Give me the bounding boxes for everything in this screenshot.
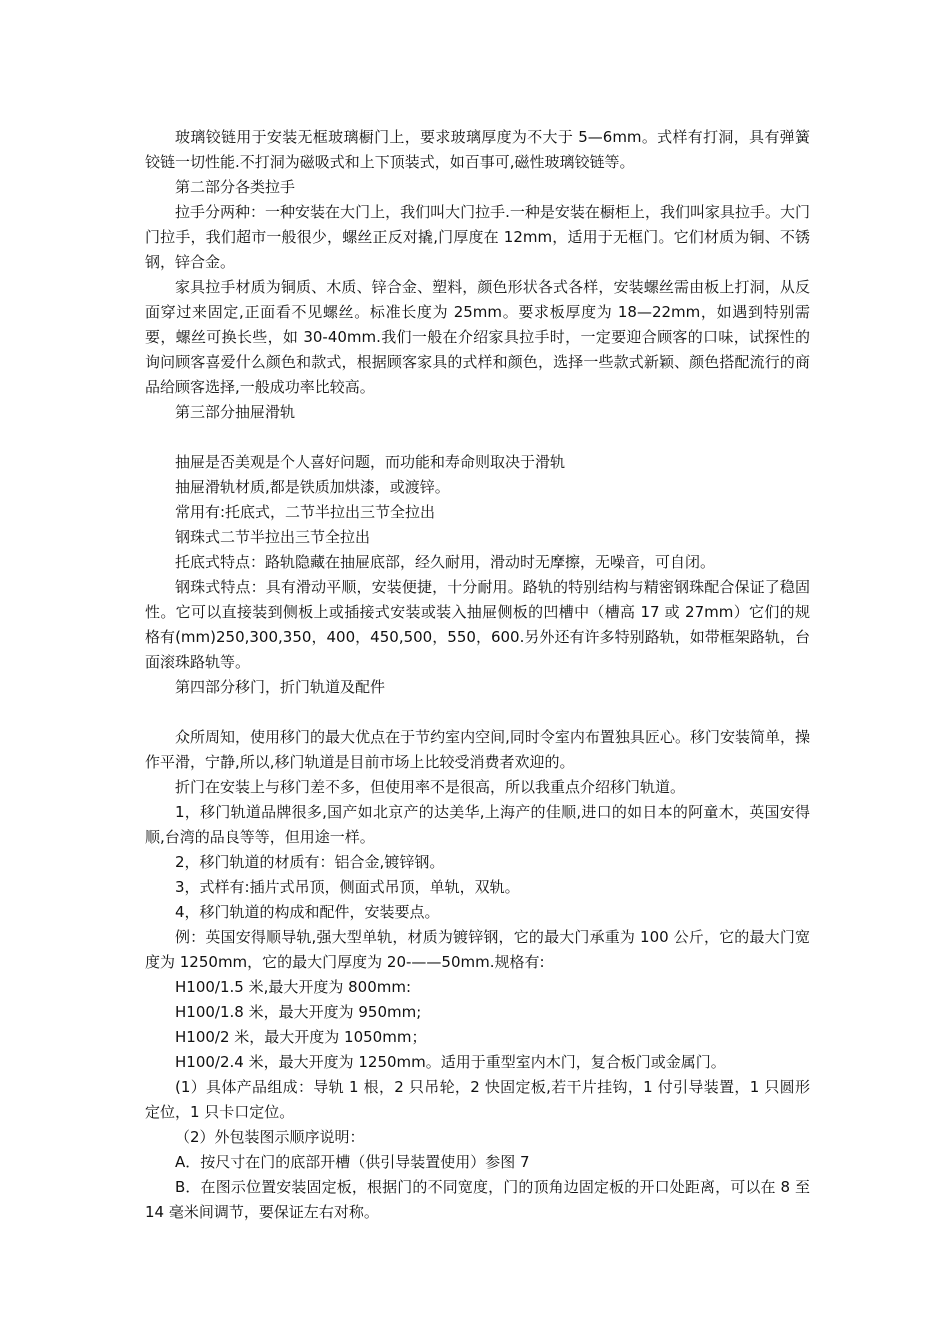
paragraph-bottom-mount-features: 托底式特点：路轨隐藏在抽屉底部，经久耐用，滑动时无摩擦，无噪音，可自闭。	[175, 553, 716, 571]
paragraph-drawer-intro: 抽屉是否美观是个人喜好问题，而功能和寿命则取决于滑轨	[175, 453, 566, 471]
paragraph-example: 例：英国安得顺导轨,强大型单轨，材质为镀锌钢，它的最大门承重为 100 公斤，它的最大门宽度为 1250mm，它的最大门厚度为 20-——50mm.规格有:	[145, 928, 810, 971]
list-item-brands: 1，移门轨道品牌很多,国产如北京产的达美华,上海产的佳顺,进口的如日本的阿童木，英国安得顺,台湾的品良等等，但用途一样。	[145, 803, 810, 846]
spec-line: H100/2 米，最大开度为 1050mm；	[175, 1028, 427, 1046]
paragraph-common-types: 常用有:托底式，二节半拉出三节全拉出	[175, 503, 436, 521]
spec-line: H100/1.8 米，最大开度为 950mm;	[175, 1003, 422, 1021]
step-b: B．在图示位置安装固定板，根据门的不同宽度，门的顶角边固定板的开口处距离，可以在 8 至 14 毫米间调节，要保证左右对称。	[145, 1178, 810, 1221]
blank-line	[145, 425, 810, 450]
paragraph-folding-door: 折门在安装上与移门差不多，但使用率不是很高，所以我重点介绍移门轨道。	[175, 778, 686, 796]
section-heading-handles: 第二部分各类拉手	[175, 178, 296, 196]
list-item-components: 4，移门轨道的构成和配件，安装要点。	[175, 903, 440, 921]
paragraph-glass-hinge: 玻璃铰链用于安装无框玻璃橱门上，要求玻璃厚度为不大于 5—6mm。式样有打洞，具有弹簧铰链一切性能.不打洞为磁吸式和上下顶装式，如百事可,磁性玻璃铰链等。	[145, 128, 810, 171]
section-heading-drawer-slides: 第三部分抽屉滑轨	[175, 403, 296, 421]
step-a: A．按尺寸在门的底部开槽（供引导装置使用）参图 7	[175, 1153, 530, 1171]
list-item-styles: 3，式样有:插片式吊顶，侧面式吊顶，单轨，双轨。	[175, 878, 520, 896]
spec-line: H100/2.4 米，最大开度为 1250mm。适用于重型室内木门，复合板门或金属门。	[175, 1053, 726, 1071]
section-heading-sliding-doors: 第四部分移门，折门轨道及配件	[175, 678, 386, 696]
paragraph-sliding-door-intro: 众所周知，使用移门的最大优点在于节约室内空间,同时令室内布置独具匠心。移门安装简单，操作平滑，宁静,所以,移门轨道是目前市场上比较受消费者欢迎的。	[145, 728, 810, 771]
spec-line: H100/1.5 米,最大开度为 800mm:	[175, 978, 412, 996]
paragraph-furniture-handles: 家具拉手材质为铜质、木质、锌合金、塑料，颜色形状各式各样，安装螺丝需由板上打洞，从反面穿过来固定,正面看不见螺丝。标准长度为 25mm。要求板厚度为 18—22mm，如遇到特别需要，螺丝可换长些，如 30-40mm.我们一般在介绍家具拉手时，一定要迎合顾客的口味，试探性的询问顾客喜爱什么颜色和款式，根据顾客家具的式样和颜色，选择一些款式新颖、颜色搭配流行的商品给顾客选择,一般成功率比较高。	[145, 278, 810, 396]
paragraph-product-composition: (1）具体产品组成：导轨 1 根，2 只吊轮，2 快固定板,若干片挂钩，1 付引导装置，1 只圆形定位，1 只卡口定位。	[145, 1078, 810, 1121]
paragraph-handle-types: 拉手分两种：一种安装在大门上，我们叫大门拉手.一种是安装在橱柜上，我们叫家具拉手。大门门拉手，我们超市一般很少，螺丝正反对撬,门厚度在 12mm，适用于无框门。它们材质为铜、不锈钢，锌合金。	[145, 203, 810, 271]
paragraph-packaging-heading: （2）外包装图示顺序说明：	[175, 1128, 365, 1146]
paragraph-ball-bearing-types: 钢珠式二节半拉出三节全拉出	[175, 528, 371, 546]
document-body	[145, 125, 810, 1225]
paragraph-ball-bearing-features: 钢珠式特点：具有滑动平顺，安装便捷，十分耐用。路轨的特别结构与精密钢珠配合保证了稳固性。它可以直接装到侧板上或插接式安装或装入抽屉侧板的凹槽中（槽高 17 或 27mm）它们的规格有(mm)250,300,350，400，450,500，550，600.另外还有许多特别路轨，如带框架路轨，台面滚珠路轨等。	[145, 578, 810, 671]
list-item-materials: 2，移门轨道的材质有：铝合金,镀锌钢。	[175, 853, 445, 871]
paragraph-drawer-material: 抽屉滑轨材质,都是铁质加烘漆，或渡锌。	[175, 478, 450, 496]
blank-line	[145, 700, 810, 725]
